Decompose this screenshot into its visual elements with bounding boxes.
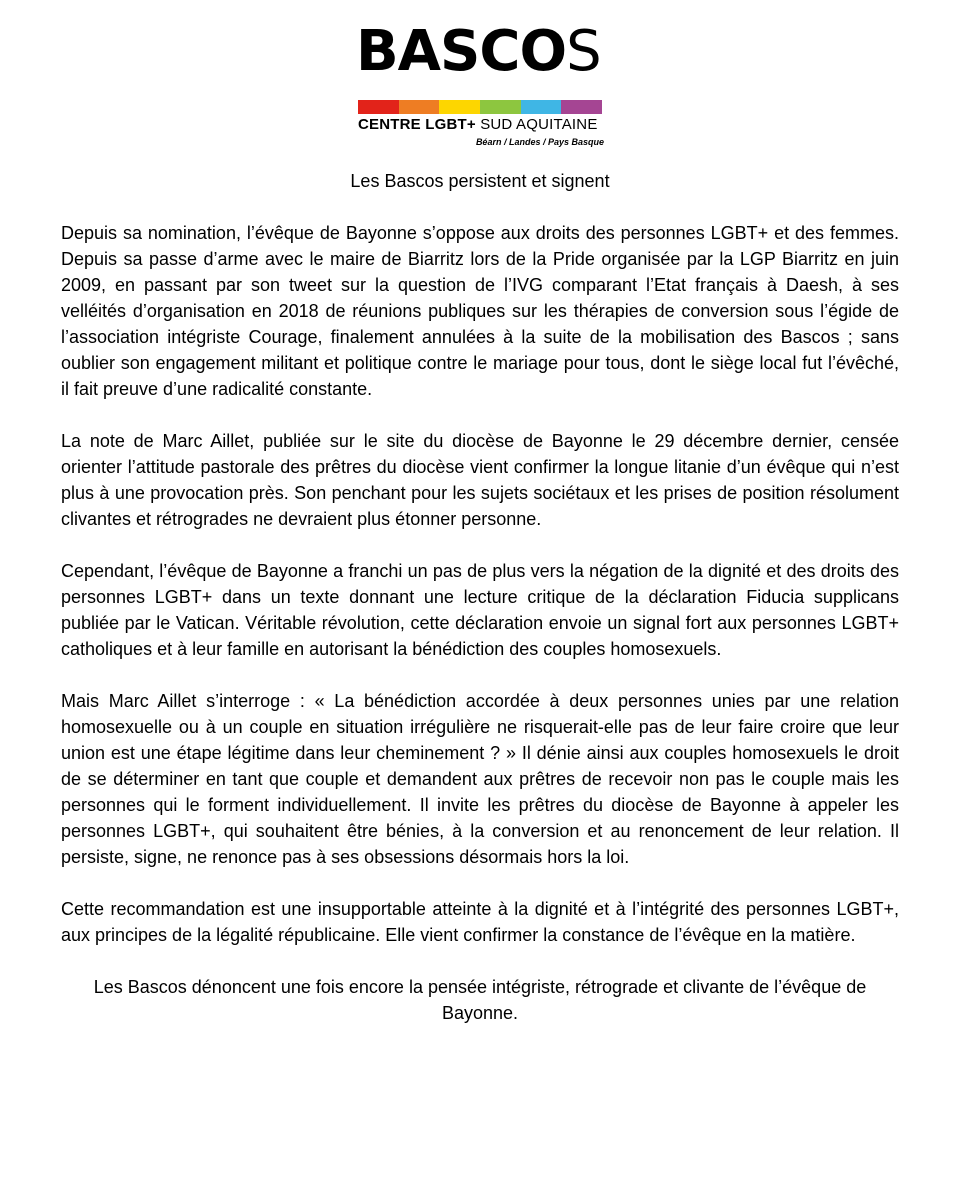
logo-subtitle xyxy=(358,117,598,133)
document-body xyxy=(61,168,899,1026)
rainbow-stripe xyxy=(358,100,602,114)
bascos-logo xyxy=(356,19,606,147)
paragraph-5: Cette recommandation est une insupportable atteinte à la dignité et à l’intégrité des personnes LGBT+, aux principes de la légalité républicaine. Elle vient confirmer la constance de l’évêque en la matière. xyxy=(61,899,899,945)
paragraph-4: Mais Marc Aillet s’interroge : « La bénédiction accordée à deux personnes unies par une relation homosexuelle ou à un couple en situation irrégulière ne risquerait-elle pas de leur faire croire que leur union est une étape légitime dans leur cheminement ? » Il dénie ainsi aux couples homosexuels le droit de se déterminer en tant que couple et demandent aux prêtres de recevoir non pas le couple mais les personnes qui le forment individuellement. Il invite les prêtres du diocèse de Bayonne à appeler les personnes LGBT+, qui souhaitent être bénies, à la conversion et au renoncement de leur relation. Il persiste, signe, ne renonce pas à ses obsessions désormais hors la loi. xyxy=(61,691,899,867)
paragraph-1: Depuis sa nomination, l’évêque de Bayonne s’oppose aux droits des personnes LGBT+ et des femmes. Depuis sa passe d’arme avec le maire de Biarritz lors de la Pride organisée par la LGP Biarritz en juin 2009, en passant par son tweet sur la question de l’IVG comparant l’Etat français à Daesh, à ses velléités d’organisation en 2018 de réunions publiques sur les thérapies de conversion sous l’égide de l’association intégriste Courage, finalement annulées à la suite de la mobilisation des Bascos ; sans oublier son engagement militant et politique contre le mariage pour tous, dont le siège local fut l’évêché, il fait preuve d’une radicalité constante. xyxy=(61,223,899,399)
paragraph-2: La note de Marc Aillet, publiée sur le site du diocèse de Bayonne le 29 décembre dernier, censée orienter l’attitude pastorale des prêtres du diocèse vient confirmer la longue litanie d’un évêque qui n’est plus à une provocation près. Son penchant pour les sujets sociétaux et les prises de position résolument clivantes et rétrogrades ne devraient plus étonner personne. xyxy=(61,431,899,529)
rainbow-purple xyxy=(561,100,602,114)
closing-statement: Les Bascos dénoncent une fois encore la pensée intégriste, rétrograde et clivante de l’évêque de Bayonne. xyxy=(93,977,867,1023)
rainbow-red xyxy=(358,100,399,114)
logo-word-bold: BASCO xyxy=(356,19,567,84)
logo-sub-thin: SUD AQUITAINE xyxy=(475,116,598,133)
logo-wordmark xyxy=(356,19,602,84)
logo-word-thin: S xyxy=(566,19,602,84)
logo-region: Béarn / Landes / Pays Basque xyxy=(475,137,604,147)
rainbow-blue xyxy=(521,100,562,114)
rainbow-orange xyxy=(399,100,440,114)
logo-sub-bold: CENTRE LGBT+ xyxy=(358,116,476,133)
rainbow-green xyxy=(480,100,521,114)
rainbow-yellow xyxy=(439,100,480,114)
document-title: Les Bascos persistent et signent xyxy=(350,171,610,191)
paragraph-3: Cependant, l’évêque de Bayonne a franchi un pas de plus vers la négation de la dignité et des droits des personnes LGBT+ dans un texte donnant une lecture critique de la déclaration Fiducia supplicans publiée par le Vatican. Véritable révolution, cette déclaration envoie un signal fort aux personnes LGBT+ catholiques et à leur famille en autorisant la bénédiction des couples homosexuels. xyxy=(61,561,899,659)
